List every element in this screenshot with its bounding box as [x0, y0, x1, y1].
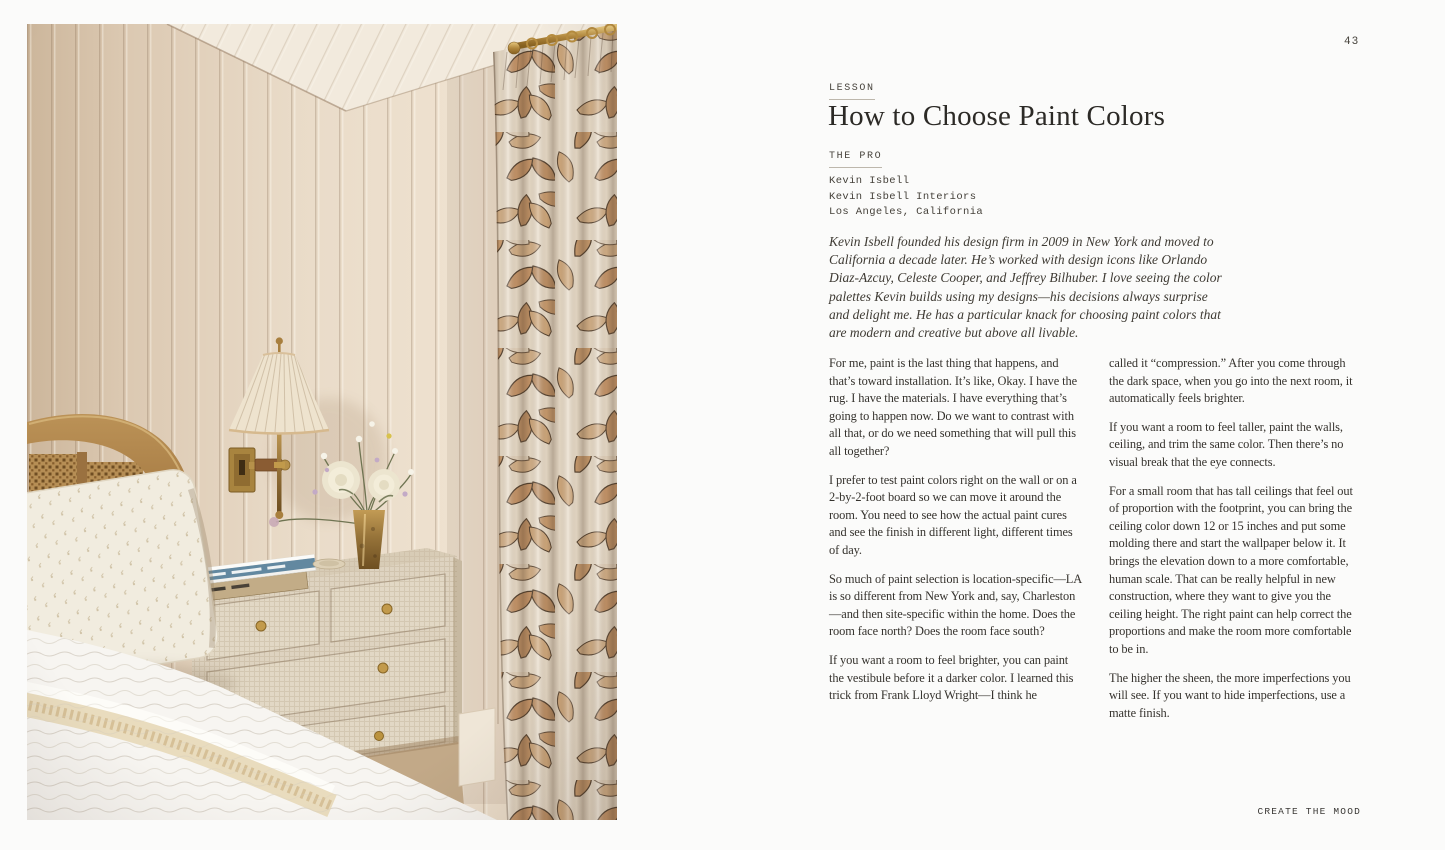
pro-label: THE PRO	[829, 151, 882, 168]
kicker-label: LESSON	[829, 83, 875, 100]
body-column-2	[1109, 355, 1363, 733]
body-paragraph: called it “compression.” After you come through the dark space, when you go into the next room, it automatically feels brighter.	[1109, 356, 1353, 406]
body-paragraph: If you want a room to feel taller, paint the walls, ceiling, and trim the same color. Then there’s no visual break that the eye connects.	[1109, 419, 1344, 469]
page-number: 43	[1344, 36, 1360, 48]
pro-credit-block	[829, 174, 983, 221]
page-title: How to Choose Paint Colors	[828, 100, 1166, 132]
body-paragraph: If you want a room to feel brighter, you can paint the vestibule before it a darker color. I learned this trick from Frank Lloyd Wright—I think he	[829, 652, 1074, 703]
pro-location: Los Angeles, California	[829, 206, 984, 218]
body-paragraph: So much of paint selection is location-specific—LA is so different from New York and, say, Charleston—and then site-specific within the home. Does the room face north? Does the room face south?	[829, 571, 1082, 639]
bedroom-photo	[27, 24, 617, 820]
body-paragraph: For a small room that has tall ceilings that feel out of proportion with the footprint, you can bring the ceiling color down 12 or 15 inches and put some molding there and start the wallpaper below it. It brings the elevation down to a more comfortable, human scale. That can be really helpful in new construction, where they want to give you the ceiling height. The right paint can help correct the proportions and make the room more comfortable to be in.	[1109, 483, 1353, 656]
pro-firm: Kevin Isbell Interiors	[829, 190, 977, 203]
body-paragraph: The higher the sheen, the more imperfections you will see. If you want to hide imperfections, use a matte finish.	[1109, 670, 1351, 720]
intro-paragraph: Kevin Isbell founded his design firm in 2009 in New York and moved to California a decade later. He’s worked with design icons like Orlando Diaz-Azcuy, Celeste Cooper, and Jeffrey Bilhuber. I love seeing the color palettes Kevin builds using my designs—his decisions always surprise and delight me. He has a particular knack for choosing paint colors that are modern and creative but above all livable.	[829, 234, 1222, 341]
body-columns	[829, 355, 1363, 733]
photo-vignette	[27, 24, 617, 820]
body-paragraph: I prefer to test paint colors right on the wall or on a 2-by-2-foot board so we can move it around the room. You need to see how the actual paint cures and see the finish in different light, different times of day.	[829, 472, 1077, 557]
running-footer: CREATE THE MOOD	[1257, 806, 1361, 817]
body-column-1	[829, 355, 1083, 733]
body-paragraph: For me, paint is the last thing that happens, and that’s toward installation. It’s like, Okay. I have the rug. I have the materials. I have everything that’s going to happen now. Do we want to contrast with all that, or do we need something that will pull this all together?	[829, 356, 1077, 458]
pro-name: Kevin Isbell	[829, 175, 910, 187]
bedroom-photo-art	[27, 24, 617, 820]
